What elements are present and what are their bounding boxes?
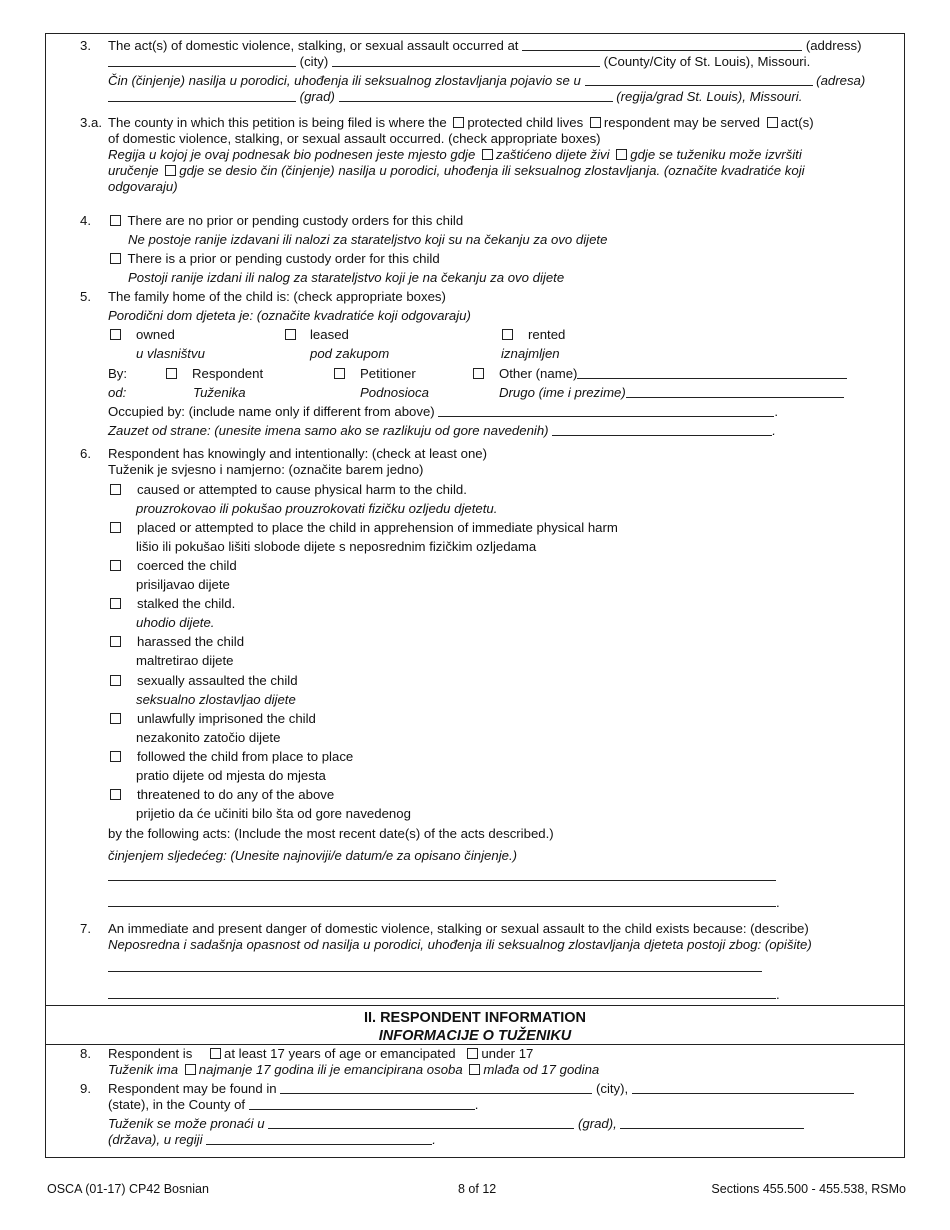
state-label-bs: (država), u regiji: [108, 1132, 203, 1147]
checkbox-act-physical-harm[interactable]: [110, 484, 121, 495]
item-number: 4.: [80, 213, 91, 228]
item3-text: The act(s) of domestic violence, stalking, or sexual assault occurred at: [108, 38, 519, 53]
item8-line: [108, 1046, 533, 1062]
item4-option1: [108, 213, 463, 229]
act-option-label: sexually assaulted the child: [137, 673, 298, 688]
item3a-text-bs: Regija u kojoj je ovaj podnesak bio podnesen jeste mjesto gdje: [108, 147, 476, 162]
act-option-label: harassed the child: [137, 634, 245, 649]
item3-line1: [108, 38, 862, 54]
item7-text-bs: Neposredna i sadašnja opasnost od nasilja u porodici, uhođenja ili seksualnog zlostavljanja djeteta postoji zbog: (opišite): [108, 937, 812, 952]
checkbox-act-sexually-assaulted[interactable]: [110, 675, 121, 686]
act-option-label: unlawfully imprisoned the child: [137, 711, 316, 726]
footer-sections: Sections 455.500 - 455.538, RSMo: [711, 1182, 906, 1196]
checkbox-respondent-served-bs[interactable]: [616, 149, 627, 160]
acts-text-bs: činjenjem sljedećeg: (Unesite najnoviji/e datum/e za opisano činjenje.): [108, 848, 518, 863]
option-label: act(s): [780, 115, 814, 130]
option-label: at least 17 years of age or emancipated: [223, 1046, 456, 1061]
checkbox-leased[interactable]: [285, 329, 296, 340]
item-number: 6.: [80, 446, 91, 461]
item9-line1: [108, 1081, 854, 1097]
section-divider-top: [45, 1005, 905, 1006]
item9-line4: (država), u regiji .: [108, 1132, 436, 1147]
checkbox-acts-occurred-bs[interactable]: [165, 165, 176, 176]
section-divider-bottom: [45, 1044, 905, 1045]
city-label-bs: (grad): [299, 89, 335, 104]
item3-text-bs: Čin (činjenje) nasilja u porodici, uhođenja ili seksualnog zlostavljanja pojavio se u: [108, 73, 581, 88]
option-label: protected child lives: [467, 115, 584, 130]
footer-page-number: 8 of 12: [458, 1182, 497, 1196]
owned-label: owned: [136, 327, 175, 342]
act-option-label: stalked the child.: [137, 596, 236, 611]
checkbox-under-17[interactable]: [467, 1048, 478, 1059]
act-option-label-bs: seksualno zlostavljao dijete: [136, 692, 296, 707]
city-label: (city): [299, 54, 329, 69]
act-option-label-bs: maltretirao dijete: [136, 653, 234, 668]
period: .: [776, 987, 780, 1002]
respondent-label-bs: Tuženika: [193, 385, 246, 400]
act-option-label: followed the child from place to place: [137, 749, 354, 764]
checkbox-by-respondent[interactable]: [166, 368, 177, 379]
checkbox-by-petitioner[interactable]: [334, 368, 345, 379]
checkbox-act-coerced[interactable]: [110, 560, 121, 571]
county-label: (County/City of St. Louis), Missouri.: [603, 54, 811, 69]
item3a-line3: [108, 147, 802, 163]
option-label: mlađa od 17 godina: [483, 1062, 600, 1077]
address-label: (address): [805, 38, 862, 53]
address-label-bs: (adresa): [816, 73, 866, 88]
act-option-label-bs: prouzrokovao ili pokušao prouzrokovati fizičku ozljedu djetetu.: [136, 501, 498, 516]
item-number: 3.a.: [80, 115, 102, 130]
act-option-label: caused or attempted to cause physical harm to the child.: [137, 482, 467, 497]
item3a-line5: odgovaraju): [108, 179, 178, 194]
act-option-label-bs: lišio ili pokušao lišiti slobode dijete s neposrednim fizičkim ozljedama: [136, 539, 537, 554]
item6-text-bs: Tuženik je svjesno i namjerno: (označite barem jedno): [108, 462, 424, 477]
checkbox-prior-custody-order[interactable]: [110, 253, 121, 264]
checkbox-age-17-or-emancipated[interactable]: [210, 1048, 221, 1059]
item-number: 9.: [80, 1081, 91, 1096]
option-label: under 17: [481, 1046, 534, 1061]
item3a-line2: of domestic violence, stalking, or sexual assault occurred. (check appropriate boxes): [108, 131, 601, 146]
occupied-text: Occupied by: (include name only if different from above): [108, 404, 435, 419]
item3a-text: The county in which this petition is being filed is where the: [108, 115, 447, 130]
act-option-label: placed or attempted to place the child in apprehension of immediate physical harm: [137, 520, 618, 535]
item5-text: The family home of the child is: (check appropriate boxes): [108, 289, 446, 304]
act-option-label-bs: nezakonito zatočio dijete: [136, 730, 281, 745]
occupied-field-bs[interactable]: [552, 423, 772, 436]
checkbox-under-17-bs[interactable]: [469, 1064, 480, 1075]
by-label: By:: [108, 366, 128, 381]
respondent-label: Respondent: [192, 366, 264, 381]
checkbox-protected-child-lives-bs[interactable]: [482, 149, 493, 160]
item6-text: Respondent has knowingly and intentionally: (check at least one): [108, 446, 488, 461]
checkbox-age-17-or-emancipated-bs[interactable]: [185, 1064, 196, 1075]
option-label: uručenje: [108, 163, 159, 178]
acts-field-line1[interactable]: [108, 880, 776, 881]
address-field-bs[interactable]: [585, 73, 813, 86]
found-in-field[interactable]: [280, 1081, 592, 1094]
city-field[interactable]: [108, 54, 296, 67]
occupied-line-bs: Zauzet od strane: (unesite imena samo ako se razlikuju od gore navedenih) .: [108, 423, 776, 438]
item8-line-bs: [108, 1062, 599, 1078]
act-option-label-bs: prijetio da će učiniti bilo šta od gore navedenog: [136, 806, 411, 821]
checkbox-act-harassed[interactable]: [110, 636, 121, 647]
checkbox-act-followed[interactable]: [110, 751, 121, 762]
danger-field-line1[interactable]: [108, 971, 762, 972]
checkbox-rented[interactable]: [502, 329, 513, 340]
checkbox-no-custody-orders[interactable]: [110, 215, 121, 226]
address-field[interactable]: [522, 38, 802, 51]
item-number: 7.: [80, 921, 91, 936]
acts-text: by the following acts: (Include the most recent date(s) of the acts described.): [108, 826, 554, 841]
checkbox-respondent-served[interactable]: [590, 117, 601, 128]
act-option-label-bs: pratio dijete od mjesta do mjesta: [136, 768, 326, 783]
city-label-bs: (grad),: [577, 1116, 617, 1131]
item-number: 8.: [80, 1046, 91, 1061]
option-label: najmanje 17 godina ili je emancipirana osoba: [198, 1062, 463, 1077]
owned-label-bs: u vlasništvu: [136, 346, 205, 361]
item3-line4: [108, 89, 802, 105]
other-name-field[interactable]: [577, 366, 847, 379]
leased-label: leased: [310, 327, 349, 342]
occupied-field[interactable]: [438, 404, 774, 417]
checkbox-act-imprisoned[interactable]: [110, 713, 121, 724]
leased-label-bs: pod zakupom: [310, 346, 390, 361]
act-option-label-bs: prisiljavao dijete: [136, 577, 230, 592]
act-option-label-bs: uhodio dijete.: [136, 615, 215, 630]
item7-text: An immediate and present danger of domestic violence, stalking or sexual assault to the child exists because: (describe): [108, 921, 809, 936]
act-option-label: coerced the child: [137, 558, 237, 573]
item-number: 3.: [80, 38, 91, 53]
item4-option1-bs: Ne postoje ranije izdavani ili nalozi za starateljstvo koji su na čekanju za ovo dijete: [128, 232, 608, 247]
checkbox-act-apprehension[interactable]: [110, 522, 121, 533]
checkbox-acts-occurred[interactable]: [767, 117, 778, 128]
option-label: There are no prior or pending custody orders for this child: [127, 213, 464, 228]
checkbox-protected-child-lives[interactable]: [453, 117, 464, 128]
item5-text-bs: Porodični dom djeteta je: (označite kvadratiće koji odgovaraju): [108, 308, 471, 323]
act-option-label: threatened to do any of the above: [137, 787, 335, 802]
footer-form-id: OSCA (01-17) CP42 Bosnian: [47, 1182, 209, 1196]
checkbox-owned[interactable]: [110, 329, 121, 340]
option-label: zaštićeno dijete živi: [495, 147, 610, 162]
option-label: There is a prior or pending custody order for this child: [127, 251, 440, 266]
other-text: Other (name): [499, 366, 578, 381]
county-label-bs: (regija/grad St. Louis), Missouri.: [616, 89, 803, 104]
checkbox-act-threatened[interactable]: [110, 789, 121, 800]
other-name-field-bs[interactable]: [626, 385, 844, 398]
occupied-text-bs: Zauzet od strane: (unesite imena samo ako se razlikuju od gore navedenih): [108, 423, 549, 438]
item3-line2: [108, 54, 810, 70]
item3a-line1: [108, 115, 814, 131]
county-field[interactable]: [332, 54, 600, 67]
item9-line3: [108, 1116, 804, 1132]
rented-label: rented: [528, 327, 566, 342]
rented-label-bs: iznajmljen: [501, 346, 560, 361]
checkbox-act-stalked[interactable]: [110, 598, 121, 609]
city-field-bs[interactable]: [620, 1116, 804, 1129]
item8-text-bs: Tuženik ima: [108, 1062, 179, 1077]
option-label: respondent may be served: [603, 115, 760, 130]
section-title: II. RESPONDENT INFORMATION: [363, 1010, 587, 1026]
region-field-bs[interactable]: [206, 1132, 432, 1145]
item-number: 5.: [80, 289, 91, 304]
item3a-line4: [108, 163, 805, 179]
other-label: [499, 366, 847, 382]
county-field-bs[interactable]: [339, 89, 613, 102]
item3-line3: [108, 73, 865, 89]
danger-field-line2[interactable]: [108, 998, 776, 999]
state-label: (state), in the County of: [108, 1097, 246, 1112]
petitioner-label: Petitioner: [360, 366, 416, 381]
city-field[interactable]: [632, 1081, 854, 1094]
option-label: gdje se tuženiku može izvršiti: [630, 147, 802, 162]
city-label: (city),: [595, 1081, 629, 1096]
item8-text: Respondent is: [108, 1046, 193, 1061]
occupied-line: Occupied by: (include name only if different from above) .: [108, 404, 779, 419]
by-label-bs: od:: [108, 385, 127, 400]
item4-option2-bs: Postoji ranije izdani ili nalog za starateljstvo koji je na čekanju za ovo dijete: [128, 270, 565, 285]
section-title-bs: INFORMACIJE O TUŽENIKU: [378, 1028, 572, 1044]
found-in-field-bs[interactable]: [268, 1116, 574, 1129]
item9-text-bs: Tuženik se može pronaći u: [108, 1116, 265, 1131]
petitioner-label-bs: Podnosioca: [360, 385, 429, 400]
county-field[interactable]: [249, 1097, 475, 1110]
item4-option2: [108, 251, 440, 267]
item9-line2: (state), in the County of .: [108, 1097, 479, 1112]
checkbox-by-other[interactable]: [473, 368, 484, 379]
option-label: gdje se desio čin (činjenje) nasilja u porodici, uhođenja ili seksualnog zlostavljanja. (označite kvadratiće koji: [179, 163, 805, 178]
item9-text: Respondent may be found in: [108, 1081, 277, 1096]
other-label-bs: [499, 385, 844, 401]
period: .: [776, 895, 780, 910]
city-field-bs[interactable]: [108, 89, 296, 102]
other-text-bs: Drugo (ime i prezime): [499, 385, 626, 400]
acts-field-line2[interactable]: [108, 906, 776, 907]
